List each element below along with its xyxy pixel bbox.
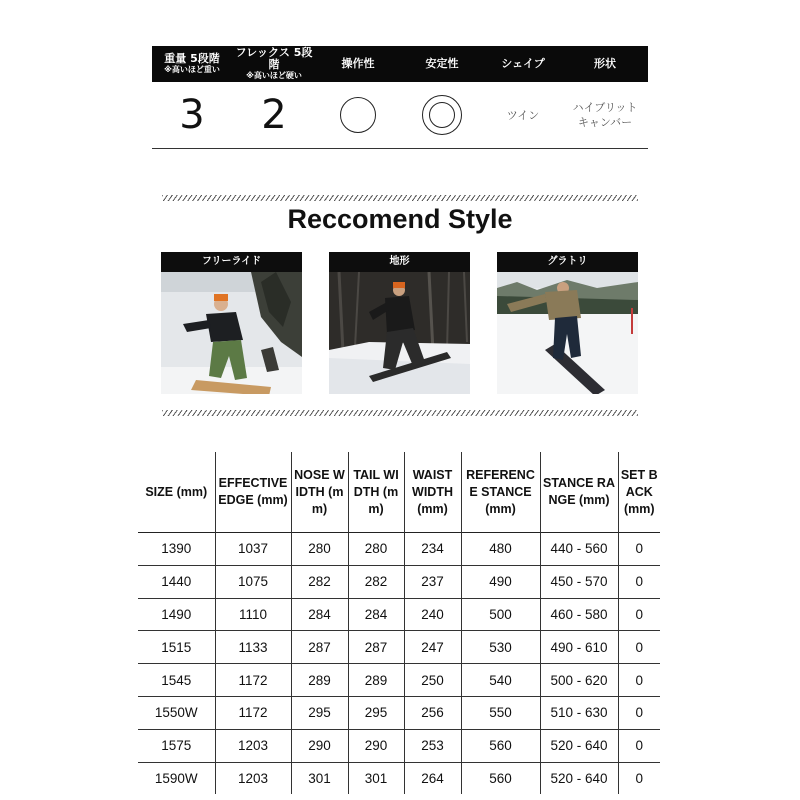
cell-nose-width: 301 [291, 762, 348, 794]
shape-value: ツイン [506, 108, 540, 122]
terrain-photo [329, 272, 470, 394]
cell-effective-edge: 1203 [215, 729, 291, 762]
cell-size: 1545 [138, 664, 215, 697]
cell-size: 1390 [138, 533, 215, 566]
cell-stance-range: 440 - 560 [540, 533, 618, 566]
cell-nose-width: 284 [291, 598, 348, 631]
column-header-setback: SET BACK (mm) [618, 452, 660, 533]
table-row [138, 631, 660, 664]
cell-setback: 0 [618, 762, 660, 794]
cell-reference-stance: 560 [461, 729, 540, 762]
maneuverability-header: 操作性 [341, 57, 375, 70]
cell-size: 1550W [138, 696, 215, 729]
table-row [138, 565, 660, 598]
weight-header [152, 53, 232, 75]
recommend-style-title: Reccomend Style [287, 204, 513, 234]
column-header-nose-width: NOSE WIDTH (mm) [291, 452, 348, 533]
cell-setback: 0 [618, 631, 660, 664]
style-label-terrain: 地形 [329, 252, 470, 272]
cell-setback: 0 [618, 729, 660, 762]
style-panel-freeride [161, 252, 302, 394]
cell-size: 1515 [138, 631, 215, 664]
cell-waist-width: 253 [404, 729, 461, 762]
cell-stance-range: 520 - 640 [540, 762, 618, 794]
cell-stance-range: 500 - 620 [540, 664, 618, 697]
cell-waist-width: 256 [404, 696, 461, 729]
style-panel-terrain [329, 252, 470, 394]
rating-header-row [152, 46, 648, 82]
double-circle-icon [422, 95, 462, 135]
style-label-jib: グラトリ [497, 252, 638, 272]
rating-value-row [152, 82, 648, 149]
cell-setback: 0 [618, 664, 660, 697]
cell-waist-width: 264 [404, 762, 461, 794]
cell-tail-width: 282 [348, 565, 404, 598]
cell-waist-width: 250 [404, 664, 461, 697]
cell-effective-edge: 1172 [215, 696, 291, 729]
hatched-divider-top [162, 195, 638, 201]
cell-reference-stance: 530 [461, 631, 540, 664]
style-label-freeride: フリーライド [161, 252, 302, 272]
table-row [138, 664, 660, 697]
profile-header: 形状 [594, 57, 616, 70]
profile-value-line1: ハイブリット [572, 101, 638, 114]
column-header-size: SIZE (mm) [145, 484, 208, 499]
single-circle-icon [340, 97, 376, 133]
cell-tail-width: 289 [348, 664, 404, 697]
table-row [138, 762, 660, 794]
cell-waist-width: 240 [404, 598, 461, 631]
column-header-tail-width: TAIL WIDTH (mm) [348, 452, 404, 533]
freeride-photo [161, 272, 302, 394]
column-header-stance-range: STANCE RANGE (mm) [540, 452, 618, 533]
cell-stance-range: 460 - 580 [540, 598, 618, 631]
cell-nose-width: 287 [291, 631, 348, 664]
cell-reference-stance: 550 [461, 696, 540, 729]
cell-tail-width: 295 [348, 696, 404, 729]
cell-tail-width: 301 [348, 762, 404, 794]
cell-waist-width: 237 [404, 565, 461, 598]
cell-tail-width: 287 [348, 631, 404, 664]
flex-header [232, 47, 316, 81]
table-row [138, 533, 660, 566]
style-panel-jib [497, 252, 638, 394]
rating-table [152, 46, 648, 149]
cell-size: 1490 [138, 598, 215, 631]
cell-stance-range: 510 - 630 [540, 696, 618, 729]
stability-header: 安定性 [425, 57, 459, 70]
cell-effective-edge: 1133 [215, 631, 291, 664]
cell-setback: 0 [618, 598, 660, 631]
hatched-divider-bottom [162, 410, 638, 416]
table-row [138, 598, 660, 631]
cell-nose-width: 280 [291, 533, 348, 566]
weight-header-label: 重量 5段階 [164, 52, 220, 65]
cell-reference-stance: 540 [461, 664, 540, 697]
shape-header: シェイプ [501, 57, 545, 70]
column-header-reference-stance: REFERENCE STANCE (mm) [461, 452, 540, 533]
profile-value-line2: キャンバー [577, 116, 633, 129]
cell-reference-stance: 560 [461, 762, 540, 794]
cell-size: 1575 [138, 729, 215, 762]
cell-reference-stance: 490 [461, 565, 540, 598]
spec-header-row [138, 452, 660, 533]
cell-effective-edge: 1203 [215, 762, 291, 794]
cell-stance-range: 520 - 640 [540, 729, 618, 762]
cell-effective-edge: 1075 [215, 565, 291, 598]
weight-value: 3 [179, 92, 205, 138]
flex-value: 2 [261, 92, 287, 138]
jib-photo [497, 272, 638, 394]
cell-nose-width: 290 [291, 729, 348, 762]
flex-header-note: ※高いほど硬い [246, 71, 302, 80]
table-row [138, 696, 660, 729]
cell-stance-range: 490 - 610 [540, 631, 618, 664]
cell-setback: 0 [618, 696, 660, 729]
cell-waist-width: 247 [404, 631, 461, 664]
weight-header-note: ※高いほど重い [164, 65, 220, 74]
cell-tail-width: 290 [348, 729, 404, 762]
column-header-effective-edge: EFFECTIVE EDGE (mm) [215, 452, 291, 533]
cell-reference-stance: 500 [461, 598, 540, 631]
cell-tail-width: 280 [348, 533, 404, 566]
cell-stance-range: 450 - 570 [540, 565, 618, 598]
cell-effective-edge: 1110 [215, 598, 291, 631]
table-row [138, 729, 660, 762]
cell-nose-width: 295 [291, 696, 348, 729]
cell-effective-edge: 1037 [215, 533, 291, 566]
cell-effective-edge: 1172 [215, 664, 291, 697]
spec-table [138, 452, 660, 794]
cell-tail-width: 284 [348, 598, 404, 631]
cell-nose-width: 282 [291, 565, 348, 598]
cell-waist-width: 234 [404, 533, 461, 566]
cell-nose-width: 289 [291, 664, 348, 697]
cell-reference-stance: 480 [461, 533, 540, 566]
cell-setback: 0 [618, 565, 660, 598]
flex-header-label: フレックス 5段階 [235, 46, 313, 71]
cell-size: 1440 [138, 565, 215, 598]
cell-size: 1590W [138, 762, 215, 794]
column-header-waist-width: WAIST WIDTH (mm) [404, 452, 461, 533]
cell-setback: 0 [618, 533, 660, 566]
profile-value [573, 100, 638, 130]
